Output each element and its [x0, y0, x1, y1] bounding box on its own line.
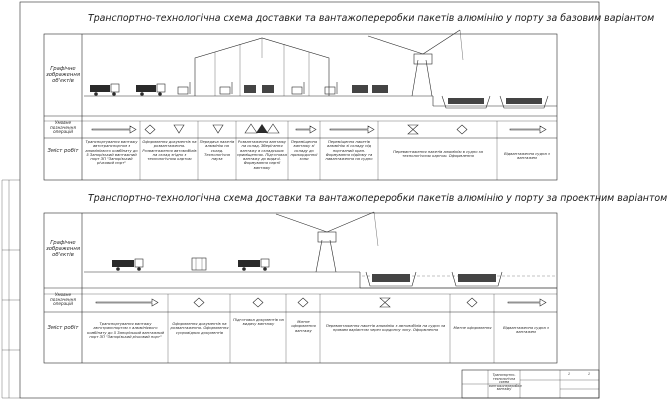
bottom-row-label-symbols: Умовне позначення операцій	[50, 292, 76, 307]
top-row-label-content: Зміст робіт	[47, 148, 79, 154]
top-row-label-graphic: Графічне зображення об'єктів	[45, 66, 81, 84]
binding-margin	[2, 180, 20, 398]
top-diagram-title: Транспортно-технологічна схема доставки та вантажопереробки пакетів алюмінію у порту за базовим варіантом	[88, 13, 655, 24]
top-truck-icon	[90, 84, 165, 96]
top-row-label-symbols: Умовне позначення операцій	[50, 120, 76, 135]
bottom-portal-crane-icon	[276, 212, 378, 272]
bottom-op-description: Митне оформлення вантажу	[291, 320, 316, 333]
top-forklift-icon	[178, 82, 337, 94]
stamp-sheet-number: 1	[567, 372, 571, 376]
bottom-gate-icon	[192, 258, 206, 270]
stamp-document-title: Транспортно-технологічна схема вантажопереробки вантажу	[489, 373, 522, 392]
bottom-ship-icon	[360, 272, 557, 288]
bottom-op-description: Перевантаження пакетів алюмінію з автомобілів на судно за прямим варіантом через кордонну зону. Оформлення	[325, 324, 446, 333]
bottom-op-description: Підготовка документів на видачу вантажу	[233, 318, 284, 327]
bottom-op-description: Митне оформлення	[453, 326, 492, 330]
bottom-op-description: Транспортування вантажу автотранспортом з алюмінієвого комбінату до 5 Запорізький вантажний порт ЗП "Запорізький річковий порт"	[87, 322, 164, 339]
stamp-sheet-count: 1	[587, 372, 591, 376]
top-op-description: Відвантаження судна з вантажем	[504, 152, 550, 161]
top-op-description: Оформлення документів на розвантаження. Розвантаження автомобілів на склад згідно з технологічною картою	[142, 140, 197, 162]
top-op-description: Транспортування вантажу автотранспортом з алюмінієвого комбінату до 5 Запорізький вантажний порт ЗП "Запорізький річковий порт"	[85, 140, 138, 166]
top-ship-icon	[433, 96, 557, 108]
top-op-description: Перевантаження пакетів алюмінію в судно за технологічною картою. Оформлення	[393, 150, 483, 159]
bottom-row-label-content: Зміст робіт	[47, 325, 79, 331]
top-op-symbols	[92, 124, 546, 134]
top-op-description: Передача пакетів алюмінію на склад. Технологічна пауза	[199, 140, 235, 162]
top-op-description: Переміщення вантажу зі складу до прикордонної зони	[290, 140, 318, 162]
top-op-description: Розвантаження вантажу на склад. Зберігання вантажу в складських приміщеннях. Підготовка вантажу до видачі. Формування партії вантажу	[237, 140, 287, 170]
bottom-row-label-graphic: Графічне зображення об'єктів	[45, 240, 81, 258]
title-block-frame	[462, 370, 599, 398]
bottom-op-description: Відвантаження судна з вантажем	[503, 326, 549, 335]
bottom-diagram-title: Транспортно-технологічна схема доставки та вантажопереробки пакетів алюмінію у порту за проектним варіантом	[88, 193, 667, 204]
bottom-truck-icon	[112, 259, 269, 271]
bottom-op-symbols	[96, 298, 546, 307]
top-op-description: Переміщення пакетів алюмінію зі складу під порталний кран. Формування підйому та навантаження на судно	[325, 140, 373, 162]
top-cargo-stacks	[244, 85, 388, 93]
bottom-op-description: Оформлення документів на розвантаження. Оформлення супровідних документів	[170, 322, 229, 335]
